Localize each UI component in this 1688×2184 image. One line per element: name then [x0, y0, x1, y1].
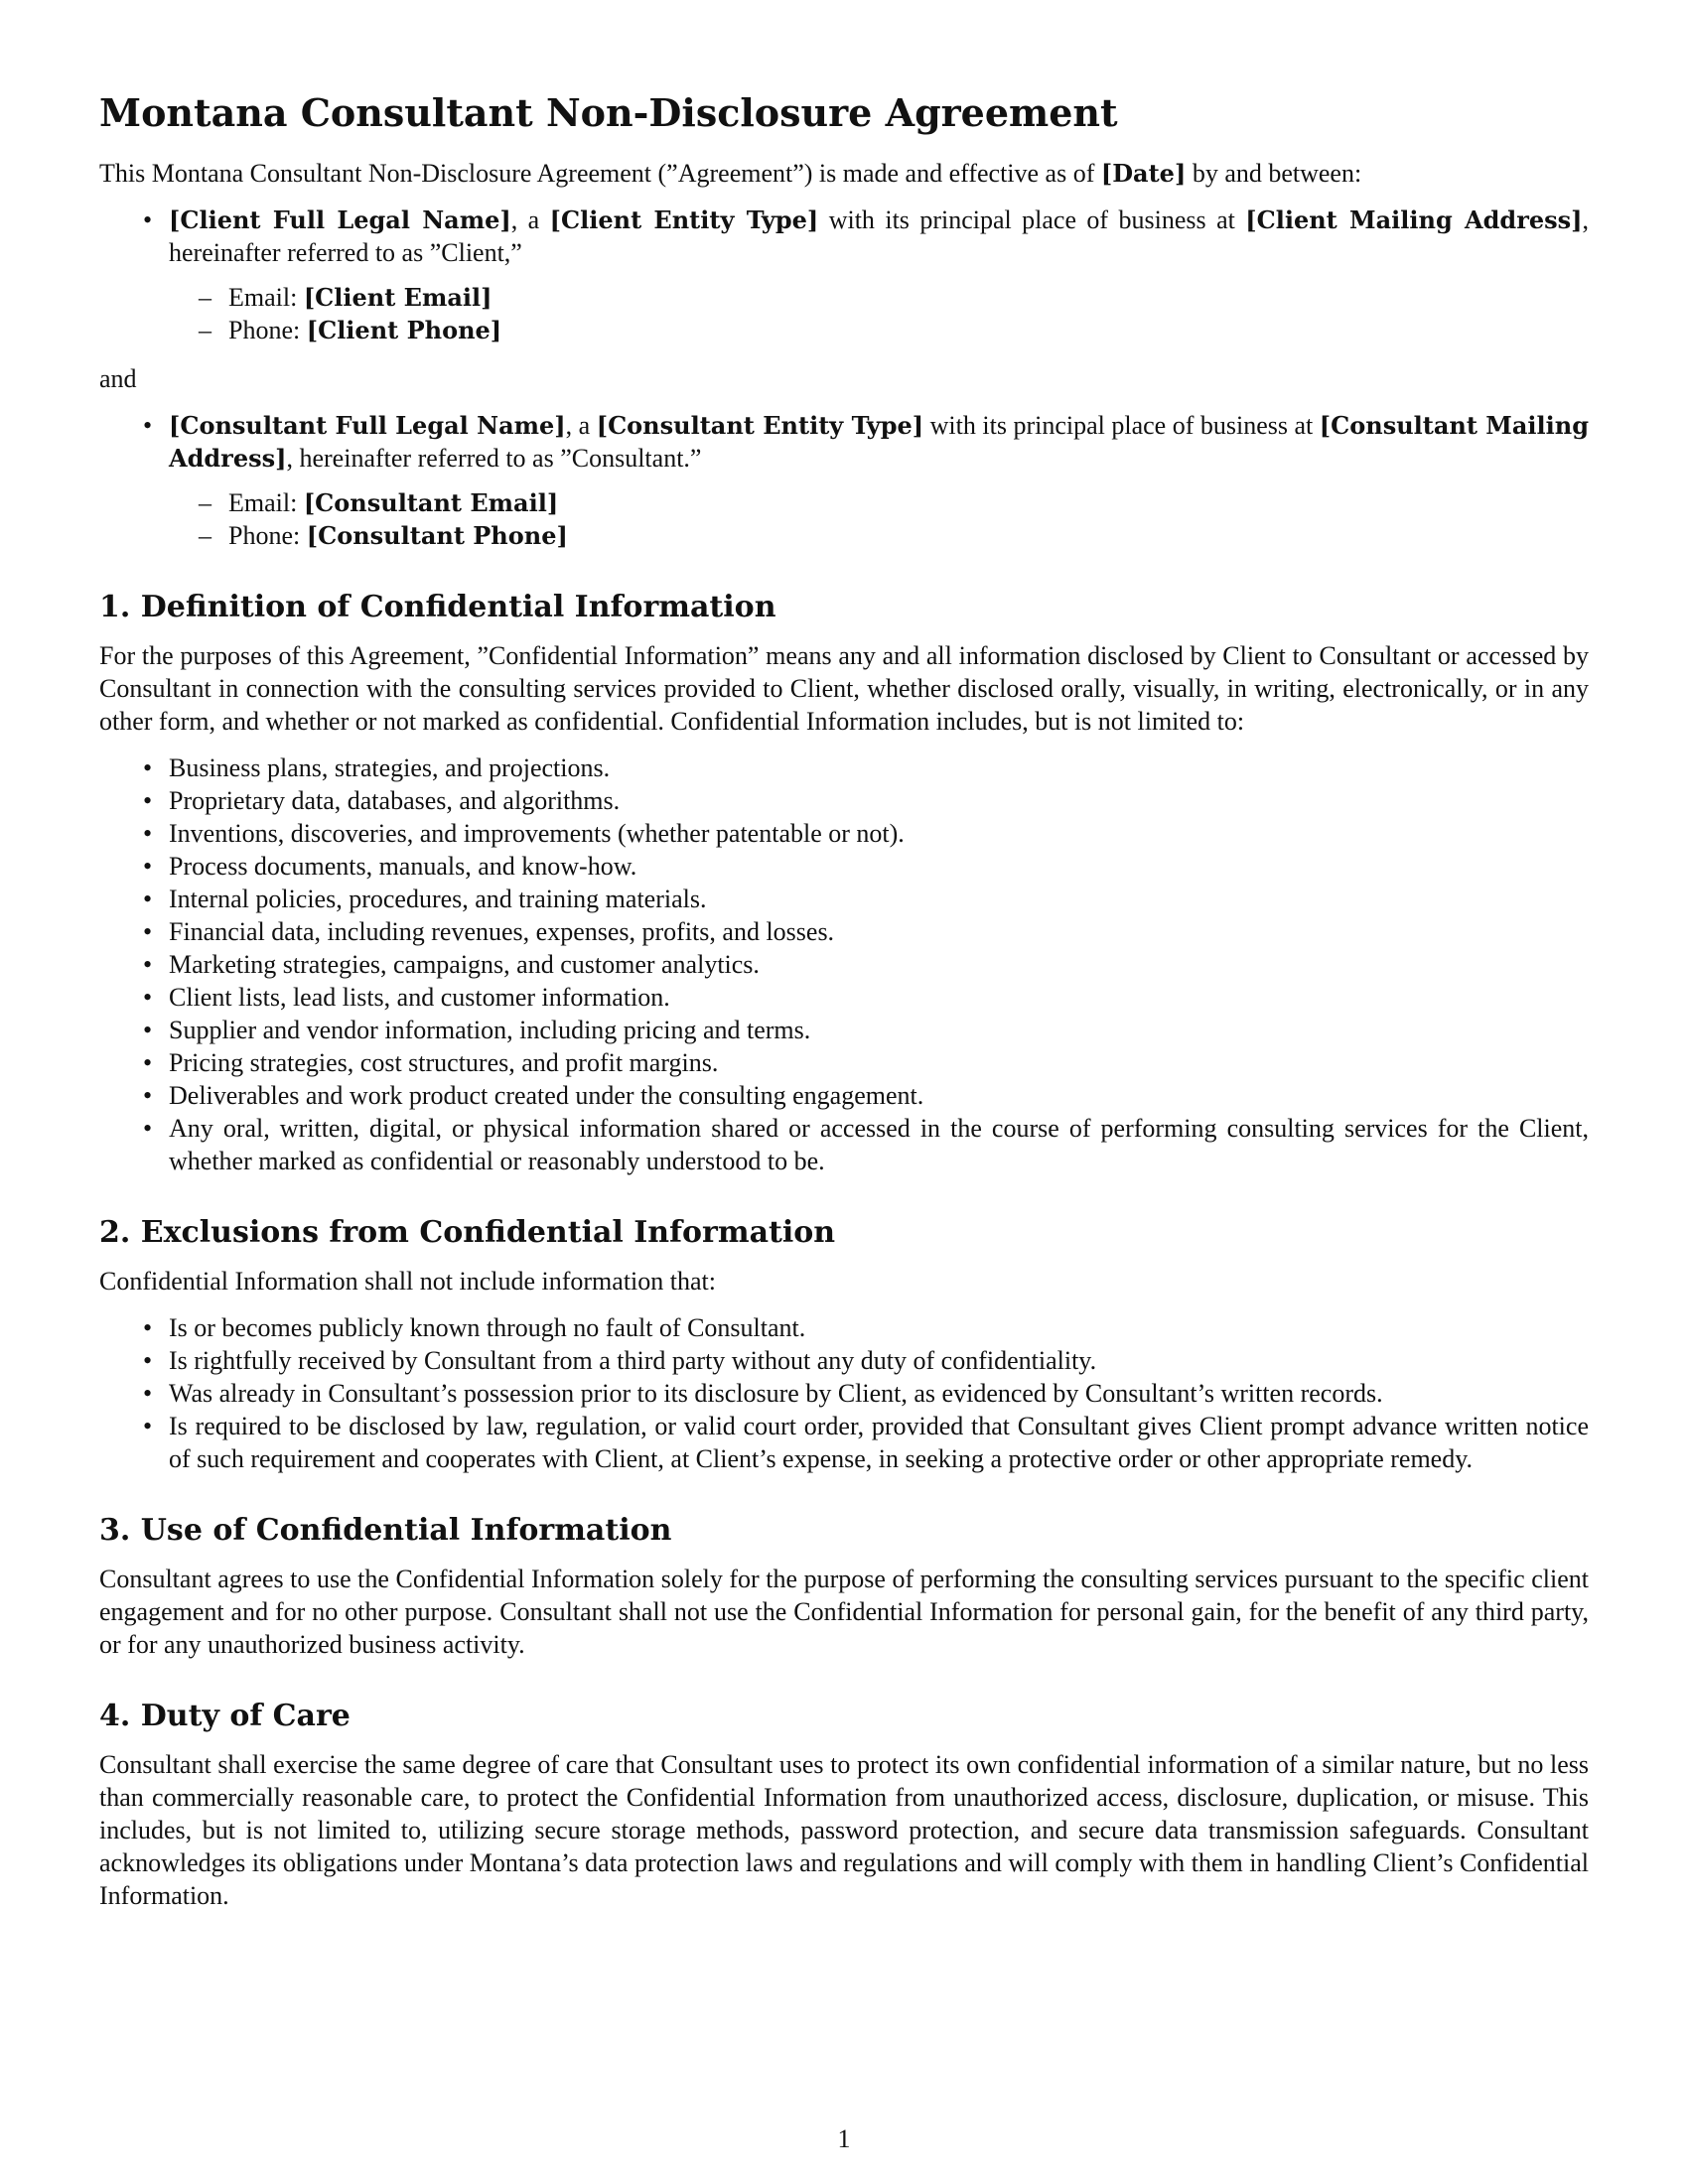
consultant-phone-line	[228, 519, 1589, 552]
list-item: • Any oral, written, digital, or physical information shared or accessed in the course of performing consulting services for the Client, whether marked as confidential or reasonably understood to be.	[169, 1112, 1589, 1177]
document-page	[99, 91, 1589, 1912]
list-item: • Client lists, lead lists, and customer information.	[169, 981, 1589, 1014]
section-2-paragraph: Confidential Information shall not include information that:	[99, 1267, 716, 1296]
section-2-list	[99, 1311, 1589, 1475]
consultant-party-item	[169, 409, 1589, 552]
list-item: • Internal policies, procedures, and training materials.	[169, 883, 1589, 915]
date-placeholder: [Date]	[1100, 159, 1187, 188]
consultant-text-sep2: with its principal place of business at	[923, 411, 1320, 440]
list-item: • Business plans, strategies, and projections.	[169, 751, 1589, 784]
intro-paragraph	[99, 157, 1589, 190]
page-number: 1	[837, 2124, 851, 2153]
consultant-text-sep1: , a	[565, 411, 597, 440]
intro-text-after: by and between:	[1186, 159, 1362, 188]
client-phone-label: Phone:	[228, 316, 307, 344]
consultant-text-tail: , hereinafter referred to as ”Consultant.”	[286, 444, 702, 473]
consultant-email-line	[228, 486, 1589, 519]
section-2-heading: 2. Exclusions from Confidential Information	[99, 1215, 836, 1250]
client-email-label: Email:	[228, 283, 304, 312]
client-name-placeholder: [Client Full Legal Name]	[169, 205, 511, 234]
client-text-tail: , hereinafter referred to as ”Client,”	[169, 205, 1589, 267]
consultant-email-label: Email:	[228, 488, 304, 517]
list-item: • Is rightfully received by Consultant from a third party without any duty of confidentiality.	[169, 1344, 1589, 1377]
client-email-placeholder: [Client Email]	[303, 283, 492, 312]
document-title: Montana Consultant Non-Disclosure Agreement	[99, 90, 1118, 135]
and-connector: and	[99, 364, 137, 393]
consultant-address-placeholder: [Consultant Mailing Address]	[169, 411, 1590, 473]
list-item: • Pricing strategies, cost structures, and profit margins.	[169, 1046, 1589, 1079]
section-3-paragraph: Consultant agrees to use the Confidential Information solely for the purpose of performing the consulting services pursuant to the specific client engagement and for no other purpose. Consultant shall not use the Confidential Information for personal gain, for the benefit of any third party, or for any unauthorized business activity.	[99, 1565, 1589, 1659]
client-text-sep1: , a	[510, 205, 550, 234]
list-item: • Is or becomes publicly known through no fault of Consultant.	[169, 1311, 1589, 1344]
list-item: • Was already in Consultant’s possession prior to its disclosure by Client, as evidenced by Consultant’s written records.	[169, 1377, 1589, 1410]
consultant-contact-list	[169, 486, 1589, 552]
list-item: • Is required to be disclosed by law, regulation, or valid court order, provided that Consultant gives Client prompt advance written notice of such requirement and cooperates with Client, at Client’s expense, in seeking a protective order or other appropriate remedy.	[169, 1410, 1589, 1475]
client-contact-list	[169, 281, 1589, 346]
list-item: • Inventions, discoveries, and improvements (whether patentable or not).	[169, 817, 1589, 850]
intro-text-before: This Montana Consultant Non-Disclosure Agreement (”Agreement”) is made and effective as of	[99, 159, 1101, 188]
section-3-heading: 3. Use of Confidential Information	[99, 1513, 672, 1548]
client-text-sep2: with its principal place of business at	[818, 205, 1246, 234]
consultant-party-list	[99, 409, 1589, 552]
list-item: • Marketing strategies, campaigns, and customer analytics.	[169, 948, 1589, 981]
consultant-phone-placeholder: [Consultant Phone]	[306, 521, 568, 550]
section-4-paragraph: Consultant shall exercise the same degree of care that Consultant uses to protect its own confidential information of a similar nature, but no less than commercially reasonable care, to protect the Confidential Information from unauthorized access, disclosure, duplication, or misuse. This includes, but is not limited to, utilizing secure storage methods, password protection, and secure data transmission safeguards. Consultant acknowledges its obligations under Montana’s data protection laws and regulations and will comply with them in handling Client’s Confidential Information.	[99, 1750, 1589, 1910]
client-address-placeholder: [Client Mailing Address]	[1245, 205, 1583, 234]
client-party-item	[169, 204, 1589, 346]
list-item: • Deliverables and work product created under the consulting engagement.	[169, 1079, 1589, 1112]
section-1-heading: 1. Definition of Confidential Information	[99, 590, 776, 624]
list-item: • Process documents, manuals, and know-how.	[169, 850, 1589, 883]
list-item: • Financial data, including revenues, expenses, profits, and losses.	[169, 915, 1589, 948]
section-1-paragraph: For the purposes of this Agreement, ”Confidential Information” means any and all information disclosed by Client to Consultant or accessed by Consultant in connection with the consulting services provided to Client, whether disclosed orally, visually, in writing, electronically, or in any other form, and whether or not marked as confidential. Confidential Information includes, but is not limited to:	[99, 641, 1589, 736]
consultant-phone-label: Phone:	[228, 521, 307, 550]
section-4-heading: 4. Duty of Care	[99, 1699, 351, 1733]
consultant-entity-type-placeholder: [Consultant Entity Type]	[596, 411, 924, 440]
client-party-list	[99, 204, 1589, 346]
client-email-line	[228, 281, 1589, 314]
list-item: • Proprietary data, databases, and algorithms.	[169, 784, 1589, 817]
consultant-name-placeholder: [Consultant Full Legal Name]	[169, 411, 566, 440]
client-phone-placeholder: [Client Phone]	[306, 316, 502, 344]
list-item: • Supplier and vendor information, including pricing and terms.	[169, 1014, 1589, 1046]
client-entity-type-placeholder: [Client Entity Type]	[549, 205, 819, 234]
client-phone-line	[228, 314, 1589, 346]
section-1-list	[99, 751, 1589, 1177]
consultant-email-placeholder: [Consultant Email]	[303, 488, 559, 517]
